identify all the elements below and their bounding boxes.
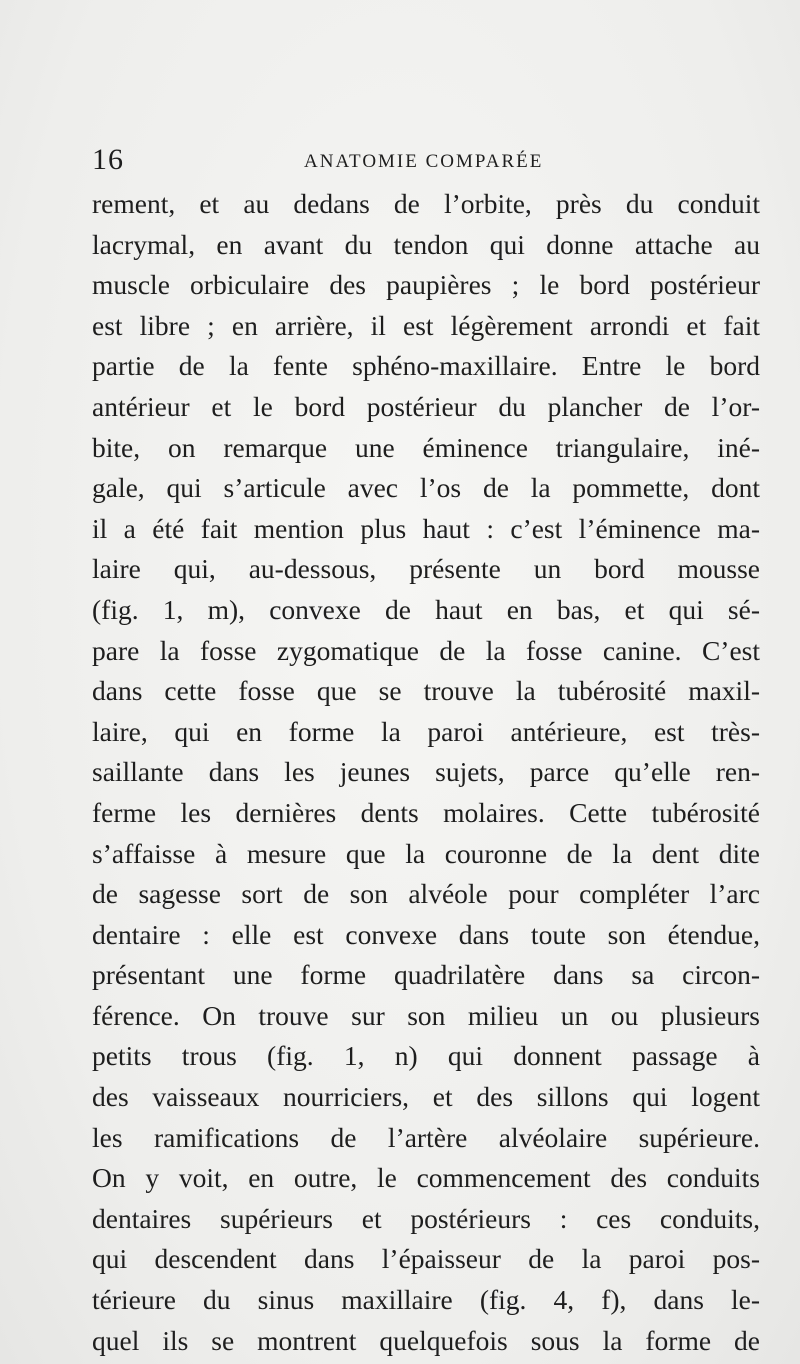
text-line: lacrymal, en avant du tendon qui donne attache au [92,228,760,260]
page-header [92,140,760,180]
text-line: quel ils se montrent quelquefois sous la forme de [92,1324,760,1356]
text-line: qui descendent dans l’épaisseur de la paroi pos- [92,1243,760,1275]
text-line: présentant une forme quadrilatère dans sa circon- [92,959,760,991]
text-line: les ramifications de l’artère alvéolaire supérieure. [92,1121,760,1153]
text-line: antérieur et le bord postérieur du plancher de l’or- [92,390,760,422]
text-line: de sagesse sort de son alvéole pour compléter l’arc [92,878,760,910]
text-line: férence. On trouve sur son milieu un ou plusieurs [92,999,760,1031]
text-line: térieure du sinus maxillaire (fig. 4, f), dans le- [92,1284,760,1316]
text-line: est libre ; en arrière, il est légèrement arrondi et fait [92,309,760,341]
text-line: saillante dans les jeunes sujets, parce qu’elle ren- [92,756,760,788]
page-number: 16 [92,143,124,176]
body-text [92,184,760,1361]
text-line: rement, et au dedans de l’orbite, près du conduit [92,188,760,219]
text-line: dans cette fosse que se trouve la tubérosité maxil- [92,675,760,707]
text-line: pare la fosse zygomatique de la fosse canine. C’est [92,634,760,666]
text-line: des vaisseaux nourriciers, et des sillons qui logent [92,1081,760,1113]
text-line: partie de la fente sphéno-maxillaire. Entre le bord [92,350,760,382]
text-line: il a été fait mention plus haut : c’est l’éminence ma- [92,512,760,544]
text-line: s’affaisse à mesure que la couronne de la dent dite [92,837,760,869]
text-line: (fig. 1, m), convexe de haut en bas, et qui sé- [92,593,760,625]
text-line: bite, on remarque une éminence triangulaire, iné- [92,431,760,463]
text-line: muscle orbiculaire des paupières ; le bord postérieur [92,269,760,301]
text-line: dentaire : elle est convexe dans toute son étendue, [92,918,760,950]
text-line: dentaires supérieurs et postérieurs : ces conduits, [92,1202,760,1234]
text-line: laire, qui en forme la paroi antérieure, est très- [92,715,760,747]
text-line: ferme les dernières dents molaires. Cette tubérosité [92,796,760,828]
text-line: gale, qui s’articule avec l’os de la pommette, dont [92,472,760,504]
text-line: laire qui, au-dessous, présente un bord mousse [92,553,760,585]
text-line: petits trous (fig. 1, n) qui donnent passage à [92,1040,760,1072]
text-line: On y voit, en outre, le commencement des conduits [92,1162,760,1194]
running-head: ANATOMIE COMPARÉE [304,151,544,172]
